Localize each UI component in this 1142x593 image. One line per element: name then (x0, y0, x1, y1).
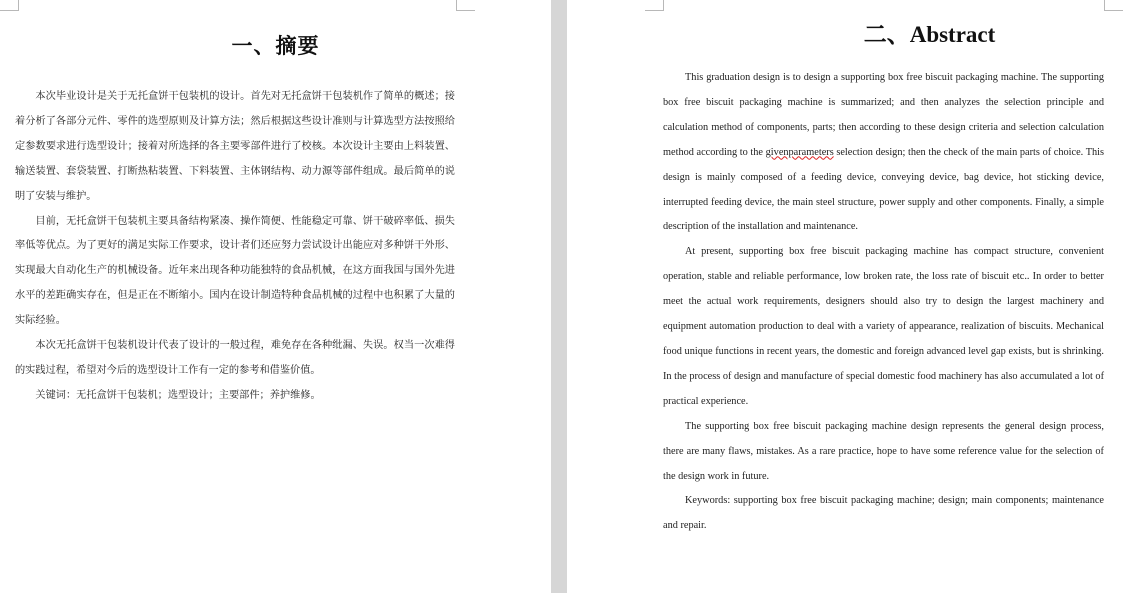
english-paragraph-1[interactable] (663, 66, 1104, 240)
left-page (0, 0, 551, 593)
english-abstract-title: 二、Abstract (863, 22, 996, 47)
english-keywords[interactable]: Keywords: supporting box free biscuit packaging machine; design; main components; maintenance and repair. (663, 495, 1104, 532)
english-paragraph-2[interactable]: At present, supporting box free biscuit packaging machine has compact structure, convenient operation, stable and reliable performance, low broken rate, the loss rate of biscuit etc.. In order to better meet the actual work requirements, designers should also try to design the largest machinery and equipment automation production to deal with a variety of appearance, realization of biscuits. Mechanical food unique functions in recent years, the domestic and foreign advanced level gap exists, but is shrinking. In the process of design and manufacture of special domestic food machinery has also accumulated a lot of practical experience. (663, 246, 1104, 407)
english-paragraph-3[interactable]: The supporting box free biscuit packaging machine design represents the general design process, there are many flaws, mistakes. As a rare practice, hope to have some reference value for the selection of the design work in future. (663, 420, 1104, 482)
chinese-abstract-body[interactable] (15, 85, 455, 409)
english-abstract-body[interactable] (663, 66, 1104, 539)
crop-mark-top-right (1104, 0, 1123, 11)
chinese-abstract-title: 一、摘要 (231, 33, 320, 58)
english-paragraph-1-start: This graduation design is to design a supporting box free biscuit packaging machine. The supporting box free biscuit packaging machine is summarized; and then analyzes the selection principle and calculation method of components, parts; then according to these design criteria and selection calculation method according to the (663, 72, 1104, 158)
chinese-paragraph-1[interactable]: 本次毕业设计是关于无托盒饼干包装机的设计。首先对无托盒饼干包装机作了简单的概述；接着分析了各部分元件、零件的选型原则及计算方法；然后根据这些设计准则与计算选型方法按照给定参数要求进行选型设计；接着对所选择的各主要零部件进行了校核。本次设计主要由上料装置、输送装置、套袋装置、打断热粘装置、下料装置、主体钢结构、动力源等部件组成。最后简单的说明了安装与维护。 (15, 91, 455, 202)
spelling-error-word[interactable]: givenparameters (765, 146, 834, 158)
crop-mark-top-left (0, 0, 19, 11)
right-page (567, 0, 1142, 593)
chinese-keywords[interactable]: 关键词：无托盒饼干包装机；选型设计；主要部件；养护维修。 (35, 389, 321, 401)
chinese-paragraph-3[interactable]: 本次无托盒饼干包装机设计代表了设计的一般过程，难免存在各种纰漏、失误。权当一次难得的实践过程，希望对今后的选型设计工作有一定的参考和借鉴价值。 (15, 340, 455, 376)
chinese-paragraph-2[interactable]: 目前，无托盒饼干包装机主要具备结构紧凑、操作简便、性能稳定可靠、饼干破碎率低、损失率低等优点。为了更好的满足实际工作要求，设计者们还应努力尝试设计出能应对多种饼干外形、实现最大自动化生产的机械设备。近年来出现各种功能独特的食品机械，在这方面我国与国外先进水平的差距确实存在，但是正在不断缩小。国内在设计制造特种食品机械的过程中也积累了大量的实际经验。 (15, 215, 455, 327)
crop-mark-top-right (456, 0, 475, 11)
english-paragraph-1-end: selection design; then the check of the main parts of choice. This design is mainly composed of a feeding device, conveying device, bag device, hot sticking device, interrupted feeding device, the main steel structure, power supply and other components. Finally, a simple description of the installation and maintenance. (663, 146, 1104, 233)
crop-mark-top-left (645, 0, 664, 11)
